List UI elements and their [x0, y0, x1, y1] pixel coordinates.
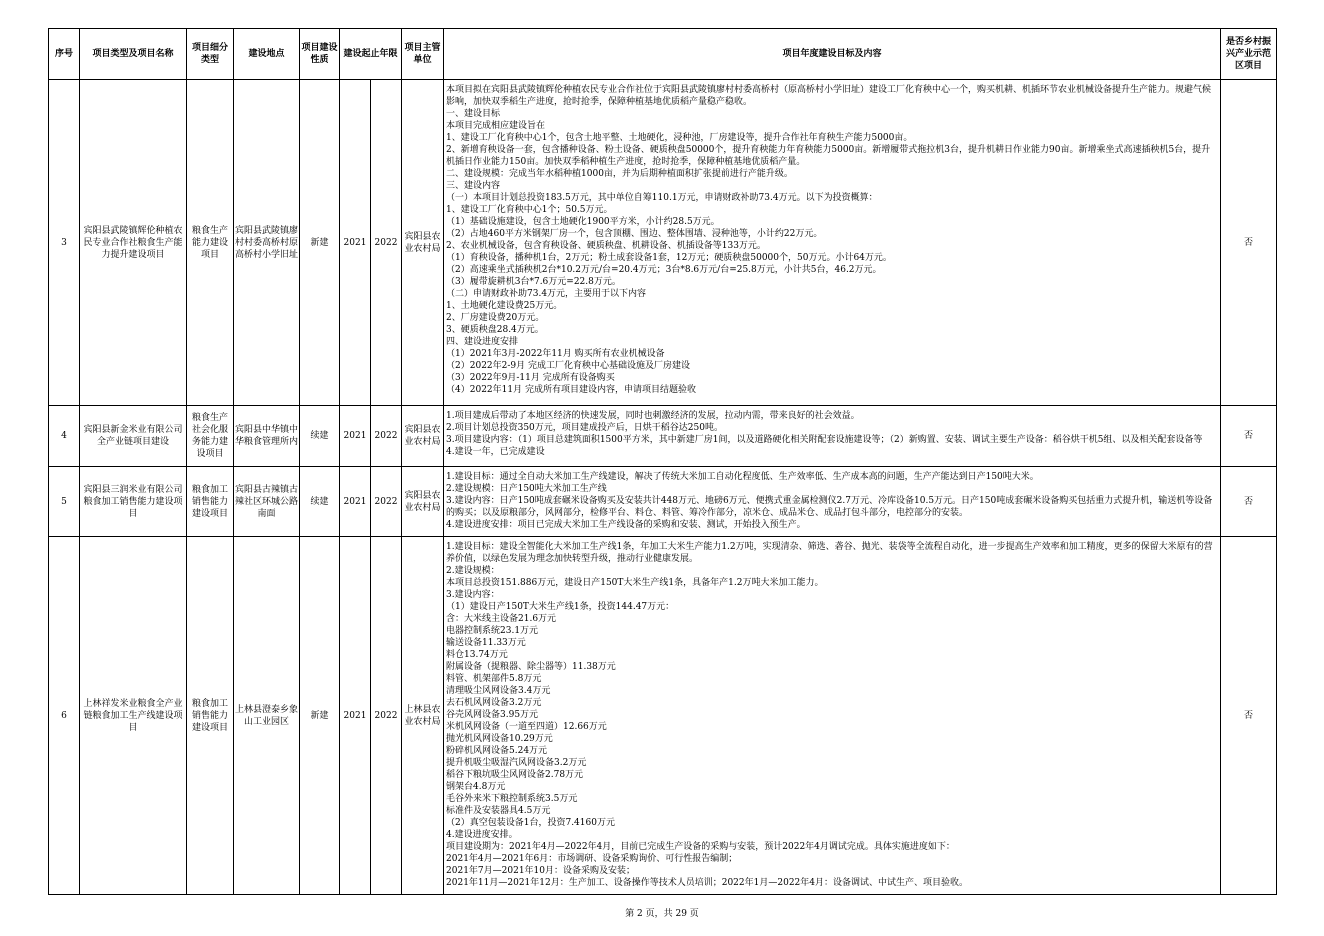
cell-name: 宾阳县新金米业有限公司全产业链项目建设 [80, 406, 187, 467]
detail-line: 2.建设规模：日产150吨大米加工生产线 [446, 484, 607, 494]
detail-line: （3）2022年9月-11月 完成所有设备购买 [446, 373, 615, 383]
cell-end-year: 2022 [371, 80, 402, 406]
detail-line: 去石机风网设备3.2万元 [446, 698, 542, 708]
detail-line: 1、土地硬化建设费25万元。 [446, 301, 563, 311]
cell-type: 粮食加工销售能力建设项目 [187, 537, 234, 895]
cell-name: 宾阳县三润米业有限公司粮食加工销售能力建设项目 [80, 467, 187, 537]
detail-line: 2、农业机械设备，包含育秧设备、硬质秧盘、机耕设备、机插设备等133万元。 [446, 241, 766, 251]
detail-line: 4.建设进度安排。 [446, 830, 518, 840]
detail-line: 2、厂房建设费20万元。 [446, 313, 545, 323]
cell-rural: 否 [1221, 537, 1277, 895]
cell-name: 上林祥发米业粮食全产业链粮食加工生产线建设项目 [80, 537, 187, 895]
cell-rural: 否 [1221, 406, 1277, 467]
detail-line: 1、建设工厂化育秧中心1个；50.5万元。 [446, 205, 613, 215]
detail-line: 料仓13.74万元 [446, 650, 508, 660]
detail-line: 四、建设进度安排 [446, 337, 519, 347]
detail-line: 稻谷下粮坑吸尘风网设备2.78万元 [446, 770, 584, 780]
cell-unit: 上林县农业农村局 [402, 537, 444, 895]
detail-line: （2）2022年2-9月 完成工厂化育秧中心基础设施及厂房建设 [446, 361, 691, 371]
detail-line: 输送设备11.33万元 [446, 638, 526, 648]
detail-line: 含：大米线主设备21.6万元 [446, 614, 557, 624]
detail-line: 本项目拟在宾阳县武陵镇辉伦种植农民专业合作社位于宾阳县武陵镇廖村村委高桥村（原高桥村小学旧址）建设工厂化育秧中心一个，购买机耕、机插环节农业机械设备提升生产能力。规避气候影响，加快双季稻生产进度，抢时抢季，保障种植基地优质稻产量稳产稳收。 [446, 85, 1212, 107]
header-nature: 项目建设性质 [300, 29, 340, 80]
table-row [49, 406, 1277, 467]
detail-line: 提升机吸尘吸湿汽风网设备3.2万元 [446, 758, 587, 768]
cell-nature: 续建 [300, 467, 340, 537]
cell-no: 5 [49, 467, 80, 537]
detail-line: 本项目完成相应建设旨在 [446, 121, 546, 131]
table-row [49, 537, 1277, 895]
detail-line: 1、建设工厂化育秧中心1个，包含土地平整、土地硬化，浸种池，厂房建设等，提升合作社年育秧生产能力5000亩。 [446, 133, 913, 143]
page-footer: 第 2 页，共 29 页 [625, 909, 699, 919]
detail-line: （1）育秧设备，播种机1台，2万元；粉土成套设备1套，12万元；硬质秧盘50000个，50万元。小计64万元。 [446, 253, 892, 263]
cell-detail [444, 467, 1221, 537]
cell-location: 宾阳县武陵镇廖村村委高桥村原高桥村小学旧址 [234, 80, 300, 406]
cell-unit: 宾阳县农业农村局 [402, 467, 444, 537]
header-row [49, 29, 1277, 80]
header-detail: 项目年度建设目标及内容 [444, 29, 1221, 80]
cell-start-year: 2021 [340, 537, 371, 895]
detail-line: 米机风网设备（一道至四道）12.66万元 [446, 722, 607, 732]
table-row [49, 80, 1277, 406]
header-unit: 项目主管单位 [402, 29, 444, 80]
cell-end-year: 2022 [371, 406, 402, 467]
detail-line: （一）本项目计划总投资183.5万元，其中单位自筹110.1万元，申请财政补助73.4万元。以下为投资概算： [446, 193, 878, 203]
cell-start-year: 2021 [340, 406, 371, 467]
detail-line: 1.项目建成后带动了本地区经济的快速发展，同时也刺激经济的发展，拉动内需，带来良好的社会效益。 [446, 411, 860, 421]
cell-rural: 否 [1221, 80, 1277, 406]
detail-line: 料管、机架部件5.8万元 [446, 674, 542, 684]
detail-line: 2021年4月—2021年6月：市场调研、设备采购询价、可行性报告编制； [446, 854, 738, 864]
cell-end-year: 2022 [371, 467, 402, 537]
header-rural: 是否乡村振兴产业示范区项目 [1221, 29, 1277, 80]
detail-line: 钢架台4.8万元 [446, 782, 506, 792]
cell-start-year: 2021 [340, 467, 371, 537]
cell-start-year: 2021 [340, 80, 371, 406]
detail-line: 4.建设一年，已完成建设 [446, 447, 545, 457]
detail-line: 清理吸尘风网设备3.4万元 [446, 686, 551, 696]
detail-line: 二、建设规模：完成当年水稻种植1000亩，并为后期种植面积扩张提前进行产能升级。 [446, 169, 793, 179]
cell-detail [444, 406, 1221, 467]
detail-line: （2）真空包装设备1台，投资7.4160万元 [446, 818, 615, 828]
detail-line: 三、建设内容 [446, 181, 501, 191]
detail-line: 粉碎机风网设备5.24万元 [446, 746, 548, 756]
detail-line: （3）履带旋耕机3台*7.6万元=22.8万元。 [446, 277, 621, 287]
cell-no: 6 [49, 537, 80, 895]
detail-line: （1）基础设施建设，包含土地硬化1900平方米，小计约28.5万元。 [446, 217, 720, 227]
cell-location: 宾阳县古辣镇古辣社区环城公路南面 [234, 467, 300, 537]
detail-line: 3.建设内容：日产150吨成套碾米设备购买及安装共计448万元、地磅6万元、便携式重金属检测仪2.7万元、冷库设备10.5万元。日产150吨成套碾米设备购买包括重力式提升机，输送机等设备的购买；以及原粮部分，风网部分，检修平台、料仓、料管、筹冷作部分，凉米仓、成品米仓、成品打包斗部分，电控部分的安装。 [446, 496, 1213, 518]
detail-line: 抛光机风网设备10.29万元 [446, 734, 553, 744]
header-period: 建设起止年限 [340, 29, 402, 80]
project-table [48, 28, 1277, 895]
detail-line: 2、新增育秧设备一套，包含播种设备、粉土设备、硬质秧盘50000个，提升育秧能力年育秧能力5000亩。新增履带式拖拉机3台，提升机耕日作业能力90亩。新增乘坐式高速插秧机5台，提升机插日作业能力150亩。加快双季稻种植生产进度，抢时抢季，保障种植基地优质稻产量。 [446, 145, 1211, 167]
detail-line: 毛谷外来米下粮控制系统3.5万元 [446, 794, 578, 804]
detail-line: 2.项目计划总投资350万元，项目建成投产后，日烘干稻谷达250吨。 [446, 423, 723, 433]
header-type: 项目细分类型 [187, 29, 234, 80]
detail-line: 本项目总投资151.886万元，建设日产150T大米生产线1条，具备年产1.2万吨大米加工能力。 [446, 578, 824, 588]
cell-no: 3 [49, 80, 80, 406]
detail-line: 3.建设内容： [446, 590, 500, 600]
header-location: 建设地点 [234, 29, 300, 80]
cell-no: 4 [49, 406, 80, 467]
cell-nature: 新建 [300, 80, 340, 406]
cell-location: 上林县澄泰乡象山工业园区 [234, 537, 300, 895]
cell-rural: 否 [1221, 467, 1277, 537]
detail-line: （4）2022年11月 完成所有项目建设内容，申请项目结题验收 [446, 385, 696, 395]
detail-line: 2.建设规模： [446, 566, 500, 576]
detail-line: （2）占地460平方米钢架厂房一个，包含顶棚、围边、整体围墙、浸种池等，小计约22万元。 [446, 229, 823, 239]
detail-line: 4.建设进度安排：项目已完成大米加工生产线设备的采购和安装、测试，开始投入预生产。 [446, 520, 806, 530]
cell-detail [444, 537, 1221, 895]
detail-line: 3、硬质秧盘28.4万元。 [446, 325, 544, 335]
detail-line: （二）申请财政补助73.4万元，主要用于以下内容 [446, 289, 647, 299]
detail-line: 2021年11月—2021年12月：生产加工、设备操作等技术人员培训；2022年1月—2022年4月：设备调试、中试生产、项目验收。 [446, 878, 968, 888]
detail-line: 附属设备（提粮器、除尘器等）11.38万元 [446, 662, 616, 672]
cell-name: 宾阳县武陵镇辉伦种植农民专业合作社粮食生产能力提升建设项目 [80, 80, 187, 406]
cell-unit: 宾阳县农业农村局 [402, 406, 444, 467]
cell-type: 粮食生产社会化服务能力建设项目 [187, 406, 234, 467]
cell-location: 宾阳县中华镇中华粮食管理所内 [234, 406, 300, 467]
cell-end-year: 2022 [371, 537, 402, 895]
detail-line: （2）高速乘坐式插秧机2台*10.2万元/台=20.4万元；3台*8.6万元/台=25.8万元，小计共5台，46.2万元。 [446, 265, 882, 275]
detail-line: 一、建设目标 [446, 109, 501, 119]
detail-line: 1.建设目标：建设全智能化大米加工生产线1条，年加工大米生产能力1.2万吨，实现清杂、筛选、砻谷、抛光、装袋等全流程自动化，进一步提高生产效率和加工精度，更多的保留大米原有的营养价值，以绿色发展为理念加快转型升级，推动行业健康发展。 [446, 542, 1213, 564]
detail-line: （1）2021年3月-2022年11月 购买所有农业机械设备 [446, 349, 665, 359]
cell-type: 粮食加工销售能力建设项目 [187, 467, 234, 537]
detail-line: 2021年7月—2021年10月：设备采购及安装； [446, 866, 636, 876]
detail-line: 电器控制系统23.1万元 [446, 626, 539, 636]
detail-line: （1）建设日产150T大米生产线1条，投资144.47万元： [446, 602, 675, 612]
table-row [49, 467, 1277, 537]
detail-line: 项目建设期为：2021年4月—2022年4月，目前已完成生产设备的采购与安装，预计2022年4月调试完成。具体实施进度如下： [446, 842, 955, 852]
cell-detail [444, 80, 1221, 406]
cell-nature: 续建 [300, 406, 340, 467]
detail-line: 1.建设目标：通过全自动大米加工生产线建设，解决了传统大米加工自动化程度低、生产效率低、生产成本高的问题，生产产能达到日产150吨大米。 [446, 472, 1039, 482]
detail-line: 标准件及安装器具4.5万元 [446, 806, 551, 816]
header-name: 项目类型及项目名称 [80, 29, 187, 80]
cell-unit: 宾阳县农业农村局 [402, 80, 444, 406]
detail-line: 3.项目建设内容：（1）项目总建筑面积1500平方米，其中新建厂房1间，以及道路硬化相关附配套设施建设等；（2）新购置、安装、调试主要生产设备：稻谷烘干机5组、以及相关配套设备等 [446, 435, 1203, 445]
detail-line: 谷壳风网设备3.95万元 [446, 710, 539, 720]
cell-type: 粮食生产能力建设项目 [187, 80, 234, 406]
cell-nature: 新建 [300, 537, 340, 895]
header-no: 序号 [49, 29, 80, 80]
